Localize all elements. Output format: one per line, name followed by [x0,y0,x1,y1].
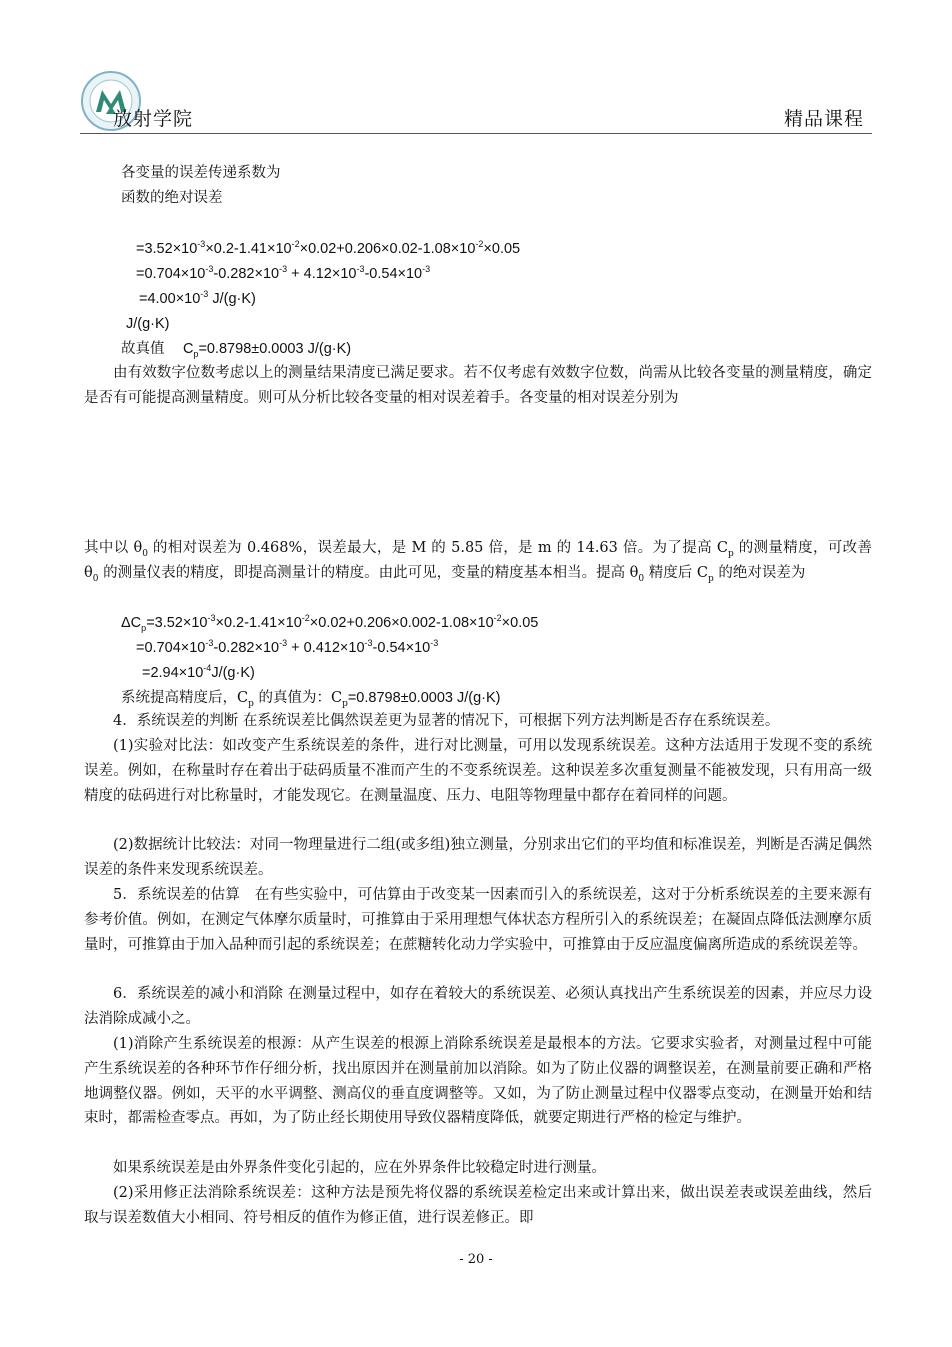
paragraph: 其中以 $\theta_0$ 的相对误差为 0.468%，误差最大，是 M 的 5.85 倍，是 m 的 14.63 倍。为了提高 $C_p$ 的测量精度，可改善 $\theta_0$ 的测量仪表的精度，即提高测量计的精度。由此可见，变量的精度基本相当。提高 $\theta_0$ 精度后 $C_p$ 的绝对误差为 [84,540,872,584]
page-number: - 20 - [459,1252,493,1267]
paragraph: 如果系统误差是由外界条件变化引起的，应在外界条件比较稳定时进行测量。 [113,1160,606,1176]
text-line: 函数的绝对误差 [121,190,223,206]
equation-line: $\Delta C_p=3.52\times 10^{-3}\times 0.2-1.41\times 10^{-2}\times 0.02+0.206\times 0.002-1.08\times 10^{-2}\times 0.05$ [121,613,539,633]
equation-line: $=0.704\times 10^{-3}-0.282\times 10^{-3} + 4.12\times 10^{-3}-0.54\times 10^{-3}$ [136,264,431,282]
equation-line: $=4.00\times 10^{-3}$ J/(g·K) [139,289,256,307]
paragraph: 5．系统误差的估算 在有些实验中，可估算由于改变某一因素而引入的系统误差，这对于分析系统误差的主要来源有参考价值。例如，在测定气体摩尔质量时，可推算由于采用理想气体状态方程所引入的系统误差；在凝固点降低法测摩尔质量时，可推算由于加入品种而引起的系统误差；在蔗糖转化动力学实验中，可推算由于反应温度偏离所造成的系统误差等。 [84,887,872,953]
equation-line: J/(g·K) [126,316,170,332]
paragraph: (2)数据统计比较法：对同一物理量进行二组(或多组)独立测量，分别求出它们的平均值和标准误差，判断是否满足偶然误差的条件来发现系统误差。 [84,837,872,878]
equation-line: $=0.704\times 10^{-3}-0.282\times 10^{-3} + 0.412\times 10^{-3}-0.54\times 10^{-3}$ [136,638,439,656]
paragraph: 6．系统误差的减小和消除 在测量过程中，如存在着较大的系统误差、必须认真找出产生系统误差的因素，并应尽力设法消除成减小之。 [84,986,872,1027]
course-title: 精品课程 [783,108,864,130]
paragraph: 4．系统误差的判断 在系统误差比偶然误差更为显著的情况下，可根据下列方法判断是否存在系统误差。 [113,713,780,729]
header-divider [80,133,872,134]
paragraph: 由有效数字位数考虑以上的测量结果清度已满足要求。若不仅考虑有效数字位数，尚需从比较各变量的测量精度，确定是否有可能提高测量精度。则可从分析比较各变量的相对误差着手。各变量的相对误差分别为 [84,365,872,406]
paragraph: (1)消除产生系统误差的根源：从产生误差的根源上消除系统误差是最根本的方法。它要求实验者，对测量过程中可能产生系统误差的各种环节作仔细分析，找出原因并在测量前加以消除。如为了防止仪器的调整误差，在测量前要正确和严格地调整仪器。例如，天平的水平调整、测高仪的垂直度调整等。又如，为了防止测量过程中仪器零点变动，在测量开始和结束时，都需检查零点。再如，为了防止经长期使用导致仪器精度降低，就要定期进行严格的检定与维护。 [84,1036,872,1127]
paragraph: (2)采用修正法消除系统误差：这种方法是预先将仪器的系统误差检定出来或计算出来，做出误差表或误差曲线，然后取与误差数值大小相同、符号相反的值作为修正值，进行误差修正。即 [84,1185,872,1226]
equation-line: $=2.94\times 10^{-4}J/(g\cdot K)$ [142,663,255,681]
text-line: 系统提高精度后，$C_p$ 的真值为：$C_p=0.8798\pm 0.0003$ J/(g·K) [121,690,501,709]
department-title: 放射学院 [113,108,194,130]
paragraph: (1)实验对比法：如改变产生系统误差的条件，进行对比测量，可用以发现系统误差。这种方法适用于发现不变的系统误差。例如，在称量时存在着出于砝码质量不准而产生的不变系统误差。这种误差多次重复测量不能被发现，只有用高一级精度的砝码进行对比称量时，才能发现它。在测量温度、压力、电阻等物理量中都存在着同样的问题。 [84,738,872,804]
text-line: 各变量的误差传递系数为 [121,165,281,181]
equation-line: $=3.52\times 10^{-3}\times 0.2-1.41\times 10^{-2}\times 0.02+0.206\times 0.02-1.08\times 10^{-2}\times 0.05$ [136,239,521,257]
true-value-line: 故真值 $C_p=0.8798\pm 0.0003$ J/(g·K) [121,341,352,359]
